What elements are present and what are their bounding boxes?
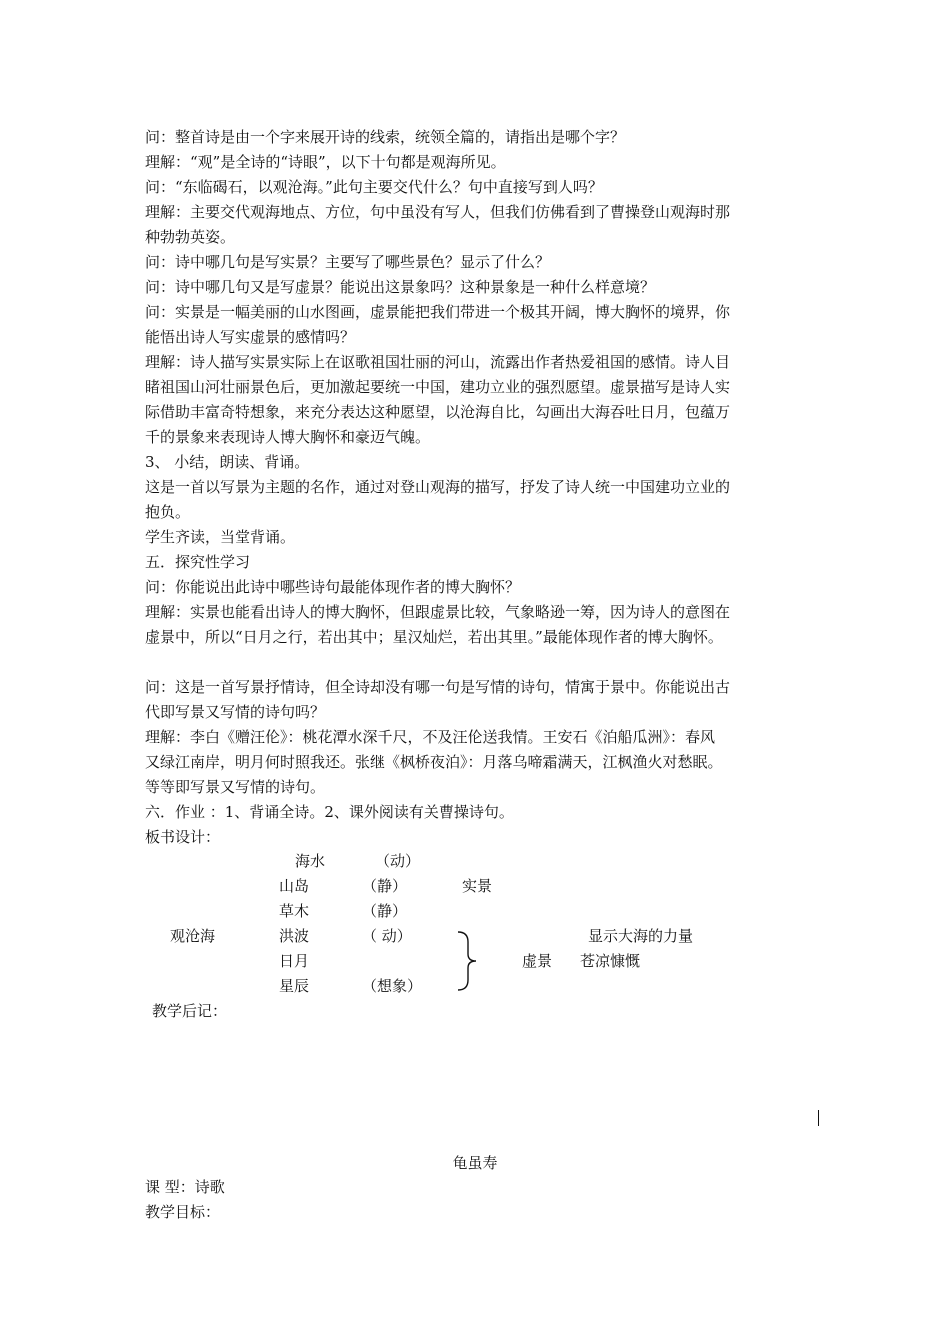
page-marker (818, 1110, 819, 1126)
board-note: （静） (362, 877, 408, 895)
text-line: 问：你能说出此诗中哪些诗句最能体现作者的博大胸怀？ (145, 578, 521, 596)
afterword-label: 教学后记： (152, 1002, 228, 1020)
board-power-label: 显示大海的力量 (588, 927, 694, 945)
board-item: 星辰 (279, 977, 310, 995)
board-item: 日月 (279, 952, 310, 970)
text-line: 3、 小结，朗读、背诵。 (145, 453, 310, 471)
board-item: 洪波 (279, 927, 310, 945)
board-note: （动） (375, 852, 421, 870)
lesson-type: 课 型：诗歌 (145, 1178, 225, 1196)
text-line: 理解：“观”是全诗的“诗眼”，以下十句都是观海所见。 (145, 153, 506, 171)
board-note: （想象） (362, 977, 423, 995)
text-line: 睹祖国山河壮丽景色后，更加激起要统一中国，建功立业的强烈愿望。虚景描写是诗人实 (145, 378, 731, 396)
text-line: 千的景象来表现诗人博大胸怀和豪迈气魄。 (145, 428, 431, 446)
section-heading: 六．作业 ：1、背诵全诗。2、课外阅读有关曹操诗句。 (145, 803, 514, 821)
board-note: （ 动） (362, 927, 412, 945)
board-item: 草木 (279, 902, 310, 920)
next-lesson-title: 龟虽寿 (452, 1154, 498, 1172)
text-line: 问：诗中哪几句是写实景？主要写了哪些景色？显示了什么？ (145, 253, 551, 271)
text-line: 板书设计： (145, 828, 221, 846)
text-line: 抱负。 (145, 503, 191, 521)
text-line: 问：整首诗是由一个字来展开诗的线索，统领全篇的，请指出是哪个字？ (145, 128, 626, 146)
text-line: 理解：主要交代观海地点、方位，句中虽没有写人，但我们仿佛看到了曹操登山观海时那 (145, 203, 731, 221)
board-virtual-label: 虚景 (522, 952, 553, 970)
section-heading: 五．探究性学习 (145, 553, 251, 571)
text-line: 能悟出诗人写实虚景的感情吗？ (145, 328, 356, 346)
text-line: 理解：李白《赠汪伦》：桃花潭水深千尺，不及汪伦送我情。王安石《泊船瓜洲》：春风 (145, 728, 716, 746)
text-line: 理解：实景也能看出诗人的博大胸怀，但跟虚景比较，气象略逊一筹，因为诗人的意图在 (145, 603, 731, 621)
text-line: 又绿江南岸，明月何时照我还。张继《枫桥夜泊》：月落乌啼霜满天，江枫渔火对愁眠。 (145, 753, 723, 771)
text-line: 问：“东临碣石，以观沧海。”此句主要交代什么？句中直接写到人吗？ (145, 178, 603, 196)
text-line: 问：实景是一幅美丽的山水图画，虚景能把我们带进一个极其开阔，博大胸怀的境界，你 (145, 303, 731, 321)
text-line: 代即写景又写情的诗句吗？ (145, 703, 326, 721)
board-item: 山岛 (279, 877, 310, 895)
board-note: （静） (362, 902, 408, 920)
board-center-title: 观沧海 (170, 927, 216, 945)
board-item: 海水 (295, 852, 326, 870)
text-line: 学生齐读，当堂背诵。 (145, 528, 296, 546)
objectives-label: 教学目标： (145, 1203, 221, 1221)
text-line: 理解：诗人描写实景实际上在讴歌祖国壮丽的河山，流露出作者热爱祖国的感情。诗人目 (145, 353, 731, 371)
text-line: 际借助丰富奇特想象，来充分表达这种愿望，以沧海自比，勾画出大海吞吐日月，包蕴万 (145, 403, 731, 421)
text-line: 这是一首以写景为主题的名作，通过对登山观海的描写，抒发了诗人统一中国建功立业的 (145, 478, 731, 496)
right-brace-icon (455, 930, 477, 992)
text-line: 问：这是一首写景抒情诗，但全诗却没有哪一句是写情的诗句，情寓于景中。你能说出古 (145, 678, 731, 696)
text-line: 问：诗中哪几句又是写虚景？能说出这景象吗？这种景象是一种什么样意境？ (145, 278, 656, 296)
text-line: 虚景中，所以“日月之行，若出其中；星汉灿烂，若出其里。”最能体现作者的博大胸怀。 (145, 628, 723, 646)
board-real-label: 实景 (462, 877, 493, 895)
board-mood-label: 苍凉慷慨 (580, 952, 641, 970)
text-line: 等等即写景又写情的诗句。 (145, 778, 326, 796)
text-line: 种勃勃英姿。 (145, 228, 236, 246)
